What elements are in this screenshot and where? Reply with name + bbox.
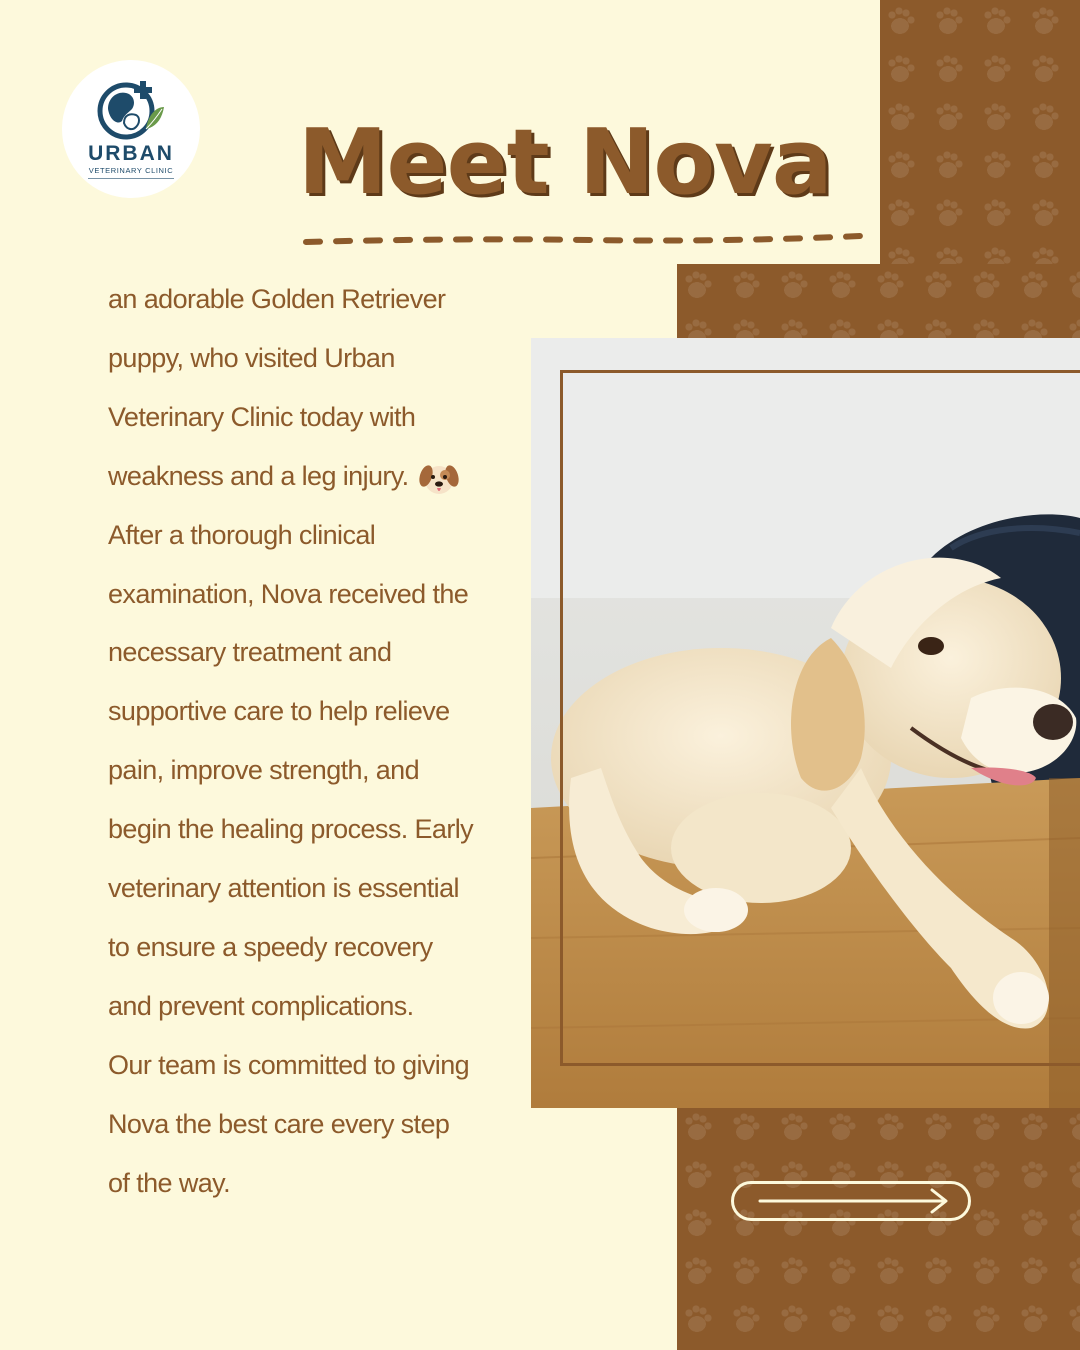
title-underline <box>300 228 866 252</box>
description-line: to ensure a speedy recovery <box>108 931 433 962</box>
description-line: begin the healing process. Early <box>108 814 474 845</box>
photo-frame <box>560 370 1080 1066</box>
paw-pattern-panel <box>677 264 1080 340</box>
clinic-subtitle: VETERINARY CLINIC <box>88 165 174 175</box>
arrow-right-icon <box>756 1188 952 1214</box>
description-line: an adorable Golden Retriever <box>108 284 446 314</box>
description-line: weakness and a leg injury. <box>108 460 409 491</box>
logo-divider <box>88 178 174 179</box>
page-title: Meet Nova <box>298 110 832 215</box>
description-line: pain, improve strength, and <box>108 755 419 786</box>
description-line: examination, Nova received the <box>108 578 469 609</box>
description-line: veterinary attention is essential <box>108 873 459 904</box>
next-slide-button[interactable] <box>731 1181 971 1221</box>
clinic-logo <box>62 60 200 198</box>
description-line: and prevent complications. <box>108 990 414 1021</box>
description-line-with-emoji <box>108 447 528 506</box>
description-line: puppy, who visited Urban <box>108 342 395 373</box>
dog-face-emoji <box>417 458 461 498</box>
description-line: Veterinary Clinic today with <box>108 401 416 432</box>
description-line: necessary treatment and <box>108 637 392 668</box>
description-line: Our team is committed to giving <box>108 1049 470 1080</box>
description-line: supportive care to help relieve <box>108 696 450 727</box>
description-line: After a thorough clinical <box>108 519 376 550</box>
clinic-name: URBAN <box>88 141 174 165</box>
description-line: Nova the best care every step <box>108 1108 450 1139</box>
paw-pattern-panel <box>677 1106 1080 1350</box>
pet-cross-leaf-icon <box>94 79 168 141</box>
description-line: of the way. <box>108 1167 230 1198</box>
post-description <box>108 270 528 1213</box>
